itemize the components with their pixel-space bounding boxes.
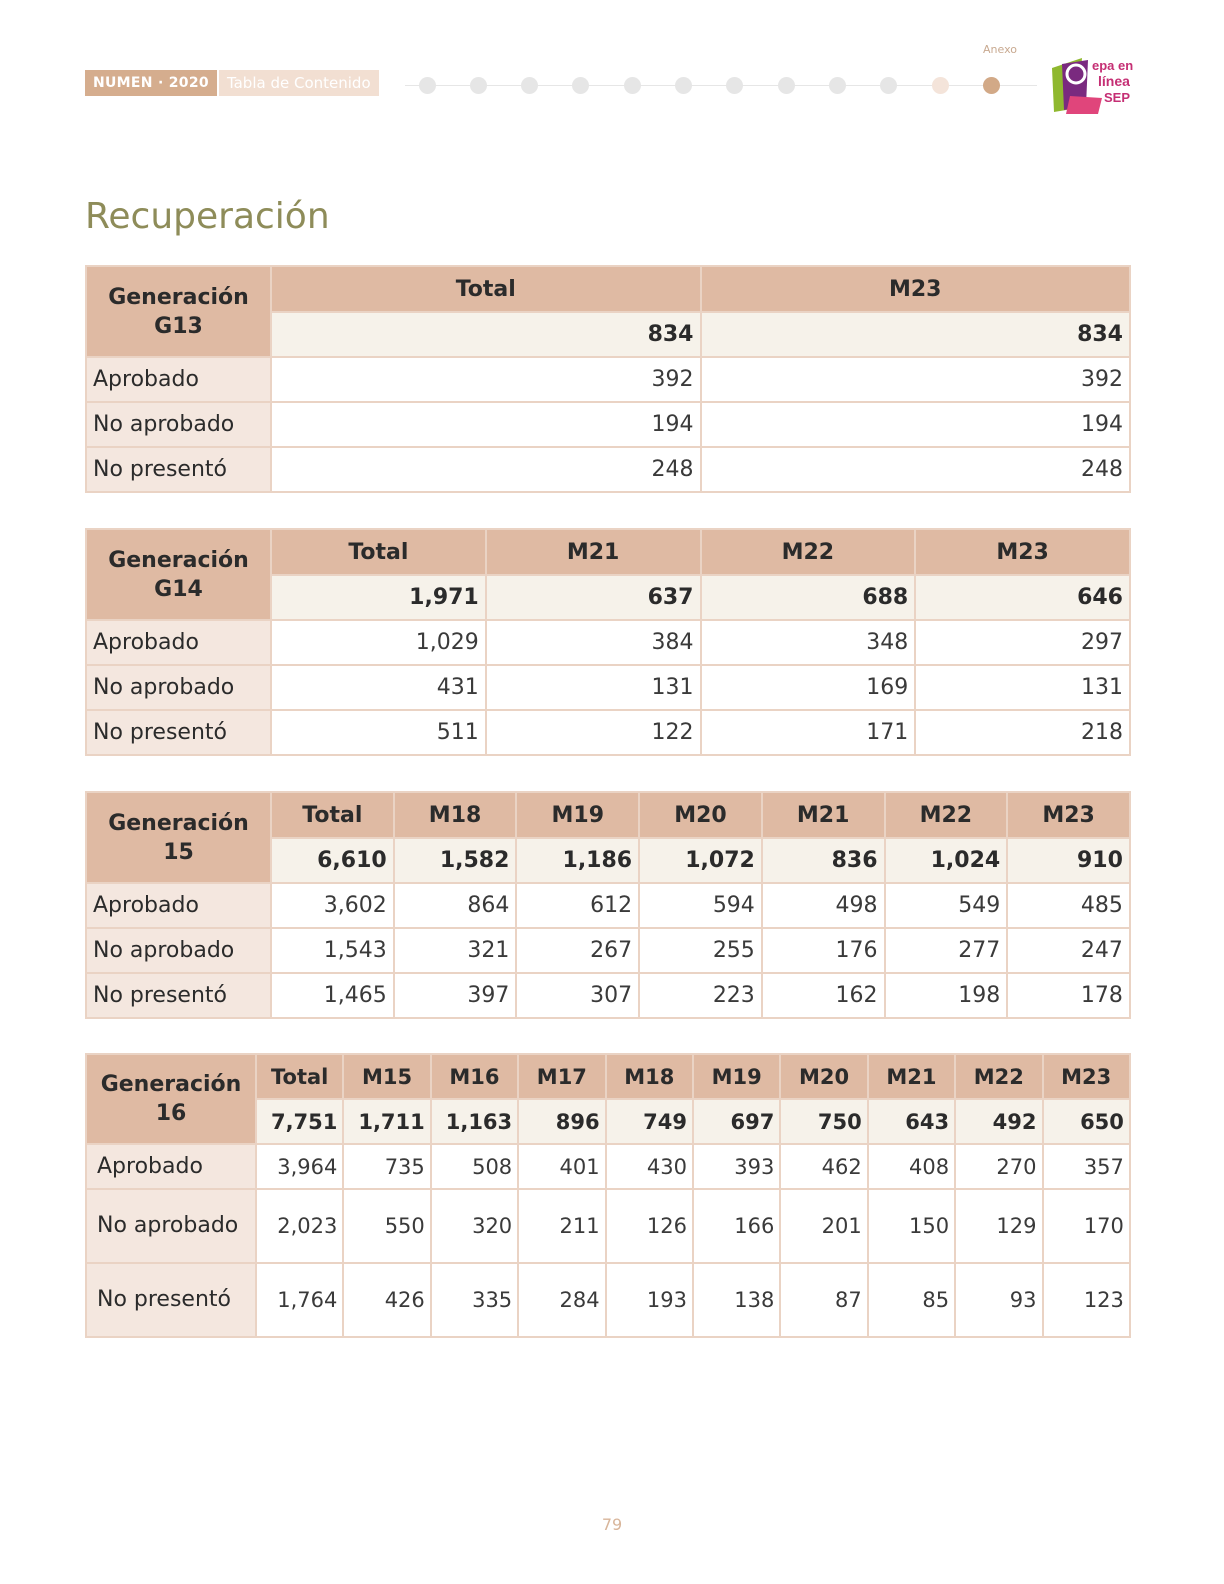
value-cell: 162 [762, 973, 885, 1018]
value-cell: 267 [516, 928, 639, 973]
generation-label: Generación 15 [86, 792, 271, 883]
total-cell: 646 [915, 575, 1130, 620]
row-label: No aprobado [86, 928, 271, 973]
value-cell: 393 [693, 1144, 780, 1189]
timeline-dot[interactable] [932, 77, 949, 94]
column-header: M20 [780, 1054, 867, 1099]
row-label: Aprobado [86, 1144, 256, 1189]
value-cell: 335 [431, 1263, 518, 1337]
total-cell: 688 [701, 575, 916, 620]
table-row [86, 447, 1130, 492]
svg-text:línea: línea [1098, 73, 1130, 89]
value-cell: 129 [955, 1189, 1042, 1263]
value-cell: 426 [343, 1263, 430, 1337]
generation-table [85, 528, 1131, 756]
value-cell: 171 [701, 710, 916, 755]
section-timeline [405, 75, 1037, 97]
value-cell: 166 [693, 1189, 780, 1263]
column-header: M22 [701, 529, 916, 575]
value-cell: 594 [639, 883, 762, 928]
value-cell: 550 [343, 1189, 430, 1263]
brand-label: NUMEN · 2020 [85, 70, 217, 96]
value-cell: 485 [1007, 883, 1130, 928]
timeline-dot[interactable] [521, 77, 538, 94]
column-header: M22 [885, 792, 1008, 838]
value-cell: 138 [693, 1263, 780, 1337]
column-header: M15 [343, 1054, 430, 1099]
value-cell: 307 [516, 973, 639, 1018]
timeline-dot-active[interactable] [983, 77, 1000, 94]
active-section-label: Anexo [983, 43, 1017, 56]
value-cell: 392 [271, 357, 701, 402]
value-cell: 462 [780, 1144, 867, 1189]
table-row [86, 402, 1130, 447]
value-cell: 549 [885, 883, 1008, 928]
value-cell: 511 [271, 710, 486, 755]
value-cell: 131 [486, 665, 701, 710]
value-cell: 176 [762, 928, 885, 973]
value-cell: 1,465 [271, 973, 394, 1018]
value-cell: 384 [486, 620, 701, 665]
column-header: M18 [394, 792, 517, 838]
row-label: Aprobado [86, 883, 271, 928]
total-cell: 1,582 [394, 838, 517, 883]
table-row [86, 620, 1130, 665]
value-cell: 3,602 [271, 883, 394, 928]
value-cell: 255 [639, 928, 762, 973]
value-cell: 864 [394, 883, 517, 928]
value-cell: 348 [701, 620, 916, 665]
table-row [86, 928, 1130, 973]
value-cell: 321 [394, 928, 517, 973]
generation-table [85, 1053, 1131, 1338]
table-row [86, 357, 1130, 402]
column-header: M19 [516, 792, 639, 838]
row-label: No presentó [86, 710, 271, 755]
value-cell: 169 [701, 665, 916, 710]
table-of-contents-link[interactable]: Tabla de Contenido [219, 70, 379, 96]
column-header: M21 [762, 792, 885, 838]
value-cell: 211 [518, 1189, 605, 1263]
page-title: Recuperación [85, 196, 330, 237]
total-cell: 6,610 [271, 838, 394, 883]
column-header: Total [256, 1054, 343, 1099]
row-label: No aprobado [86, 402, 271, 447]
value-cell: 194 [701, 402, 1131, 447]
value-cell: 131 [915, 665, 1130, 710]
svg-text:SEP: SEP [1104, 90, 1131, 105]
value-cell: 392 [701, 357, 1131, 402]
total-cell: 1,711 [343, 1099, 430, 1144]
value-cell: 270 [955, 1144, 1042, 1189]
page-number: 79 [601, 1515, 623, 1534]
value-cell: 1,543 [271, 928, 394, 973]
header-brand [85, 70, 379, 96]
table-row [86, 1189, 1130, 1263]
value-cell: 218 [915, 710, 1130, 755]
value-cell: 431 [271, 665, 486, 710]
timeline-dot[interactable] [624, 77, 641, 94]
row-label: No aprobado [86, 1189, 256, 1263]
timeline-dot[interactable] [880, 77, 897, 94]
value-cell: 408 [868, 1144, 955, 1189]
value-cell: 320 [431, 1189, 518, 1263]
value-cell: 170 [1043, 1189, 1130, 1263]
column-header: M19 [693, 1054, 780, 1099]
generation-table [85, 265, 1131, 493]
value-cell: 284 [518, 1263, 605, 1337]
row-label: No presentó [86, 447, 271, 492]
row-label: Aprobado [86, 357, 271, 402]
value-cell: 1,764 [256, 1263, 343, 1337]
value-cell: 297 [915, 620, 1130, 665]
value-cell: 201 [780, 1189, 867, 1263]
total-cell: 492 [955, 1099, 1042, 1144]
column-header: M23 [701, 266, 1131, 312]
total-cell: 697 [693, 1099, 780, 1144]
row-label: No aprobado [86, 665, 271, 710]
total-cell: 637 [486, 575, 701, 620]
value-cell: 508 [431, 1144, 518, 1189]
value-cell: 126 [606, 1189, 693, 1263]
table-row [86, 883, 1130, 928]
value-cell: 194 [271, 402, 701, 447]
value-cell: 498 [762, 883, 885, 928]
value-cell: 247 [1007, 928, 1130, 973]
value-cell: 357 [1043, 1144, 1130, 1189]
column-header: M23 [915, 529, 1130, 575]
value-cell: 735 [343, 1144, 430, 1189]
value-cell: 122 [486, 710, 701, 755]
timeline-dot[interactable] [419, 77, 436, 94]
value-cell: 3,964 [256, 1144, 343, 1189]
column-header: M20 [639, 792, 762, 838]
table-row [86, 1263, 1130, 1337]
table-row [86, 973, 1130, 1018]
value-cell: 93 [955, 1263, 1042, 1337]
value-cell: 2,023 [256, 1189, 343, 1263]
table-row [86, 1144, 1130, 1189]
prepa-en-linea-logo [1048, 52, 1136, 116]
total-cell: 1,971 [271, 575, 486, 620]
value-cell: 248 [271, 447, 701, 492]
generation-label: Generación G13 [86, 266, 271, 357]
value-cell: 85 [868, 1263, 955, 1337]
value-cell: 150 [868, 1189, 955, 1263]
generation-table [85, 791, 1131, 1019]
column-header: M21 [868, 1054, 955, 1099]
value-cell: 612 [516, 883, 639, 928]
row-label: Aprobado [86, 620, 271, 665]
total-cell: 1,186 [516, 838, 639, 883]
column-header: M21 [486, 529, 701, 575]
generation-label: Generación G14 [86, 529, 271, 620]
column-header: M22 [955, 1054, 1042, 1099]
total-cell: 1,024 [885, 838, 1008, 883]
value-cell: 397 [394, 973, 517, 1018]
timeline-dot[interactable] [726, 77, 743, 94]
column-header: Total [271, 266, 701, 312]
column-header: Total [271, 529, 486, 575]
value-cell: 1,029 [271, 620, 486, 665]
generation-label: Generación 16 [86, 1054, 256, 1144]
column-header: M16 [431, 1054, 518, 1099]
value-cell: 193 [606, 1263, 693, 1337]
column-header: M23 [1043, 1054, 1130, 1099]
total-cell: 650 [1043, 1099, 1130, 1144]
value-cell: 223 [639, 973, 762, 1018]
total-cell: 836 [762, 838, 885, 883]
value-cell: 87 [780, 1263, 867, 1337]
timeline-dot[interactable] [829, 77, 846, 94]
table-row [86, 710, 1130, 755]
row-label: No presentó [86, 973, 271, 1018]
total-cell: 749 [606, 1099, 693, 1144]
row-label: No presentó [86, 1263, 256, 1337]
column-header: M23 [1007, 792, 1130, 838]
total-cell: 834 [701, 312, 1131, 357]
svg-text:epa en: epa en [1092, 58, 1134, 73]
column-header: M17 [518, 1054, 605, 1099]
value-cell: 123 [1043, 1263, 1130, 1337]
value-cell: 198 [885, 973, 1008, 1018]
timeline-dot[interactable] [572, 77, 589, 94]
total-cell: 834 [271, 312, 701, 357]
column-header: M18 [606, 1054, 693, 1099]
table-row [86, 665, 1130, 710]
total-cell: 910 [1007, 838, 1130, 883]
total-cell: 1,072 [639, 838, 762, 883]
value-cell: 277 [885, 928, 1008, 973]
total-cell: 7,751 [256, 1099, 343, 1144]
total-cell: 643 [868, 1099, 955, 1144]
column-header: Total [271, 792, 394, 838]
timeline-dot[interactable] [675, 77, 692, 94]
value-cell: 430 [606, 1144, 693, 1189]
total-cell: 1,163 [431, 1099, 518, 1144]
total-cell: 896 [518, 1099, 605, 1144]
value-cell: 401 [518, 1144, 605, 1189]
value-cell: 178 [1007, 973, 1130, 1018]
timeline-dot[interactable] [470, 77, 487, 94]
value-cell: 248 [701, 447, 1131, 492]
timeline-dot[interactable] [778, 77, 795, 94]
total-cell: 750 [780, 1099, 867, 1144]
